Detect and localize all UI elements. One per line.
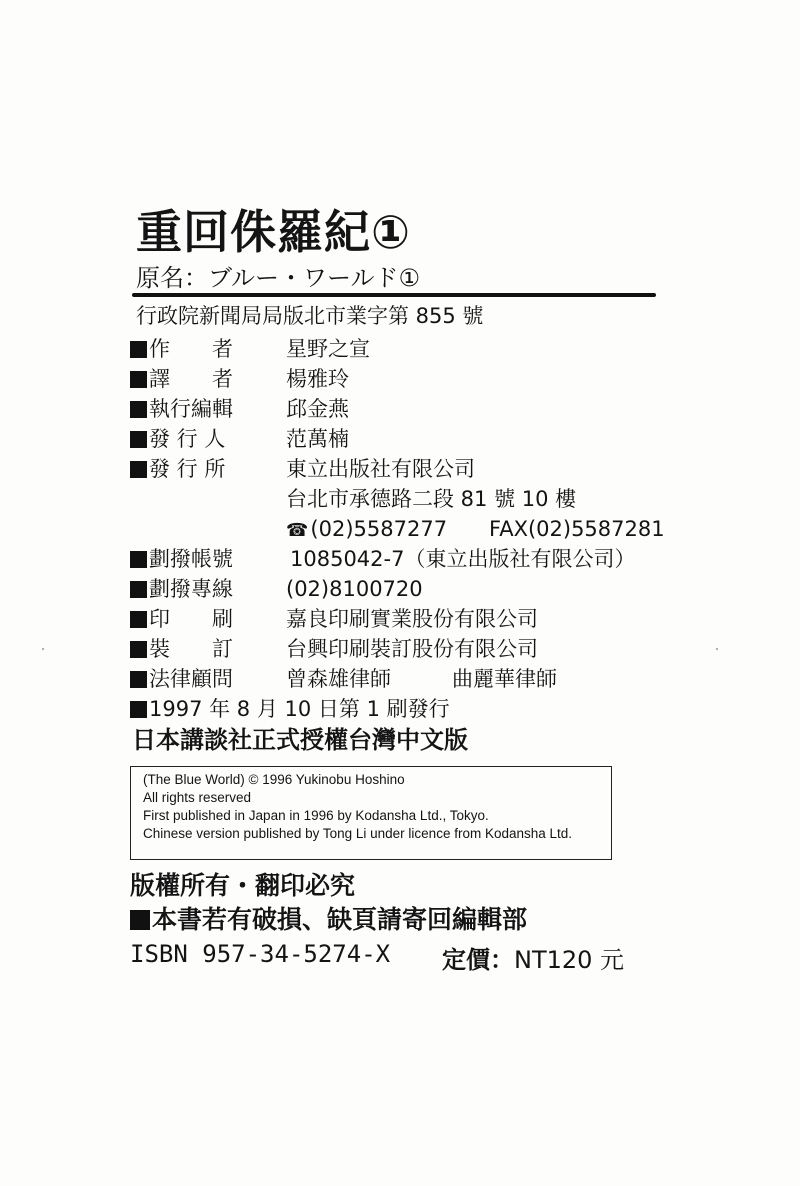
square-bullet-icon (130, 671, 147, 688)
title-divider (132, 293, 656, 297)
credit-value: 邱金燕 (286, 397, 349, 421)
price-label: 定價： (442, 946, 514, 974)
print-date: 1997 年 8 月 10 日第 1 刷發行 (149, 697, 450, 721)
copyright-line: (The Blue World) © 1996 Yukinobu Hoshino (143, 772, 405, 787)
square-bullet-icon (130, 461, 147, 478)
credit-label: 裝 訂 (149, 637, 233, 661)
credit-label: 發 行 所 (149, 457, 226, 481)
isbn: ISBN 957-34-5274-X (130, 940, 391, 968)
credit-label: 劃撥專線 (149, 577, 233, 601)
credit-value: (02)8100720 (286, 577, 423, 601)
price (442, 940, 624, 975)
square-bullet-icon (130, 431, 147, 448)
credit-label: 劃撥帳號 (149, 547, 233, 571)
original-title: 原名：ブルー・ワールド① (136, 264, 421, 292)
rights-reserved: 版權所有・翻印必究 (130, 871, 356, 900)
copyright-box (130, 766, 612, 860)
credit-label: 執行編輯 (149, 397, 233, 421)
credit-value: 嘉良印刷實業股份有限公司 (286, 607, 538, 631)
credit-value: 曾森雄律師 (286, 667, 391, 691)
square-bullet-icon (130, 581, 147, 598)
square-bullet-icon (130, 641, 147, 658)
credit-label: 作 者 (149, 337, 233, 361)
square-bullet-icon (130, 701, 147, 718)
credit-label: 譯 者 (149, 367, 233, 391)
credit-value: 1085042-7（東立出版社有限公司） (290, 547, 636, 571)
publisher-address: 台北市承德路二段 81 號 10 樓 (286, 487, 577, 511)
copyright-line: All rights reserved (143, 790, 252, 805)
credit-value: 台興印刷裝訂股份有限公司 (286, 637, 538, 661)
credit-value: 楊雅玲 (286, 367, 349, 391)
copyright-line: First published in Japan in 1996 by Kodansha Ltd., Tokyo. (143, 808, 489, 823)
copyright-line: Chinese version published by Tong Li under licence from Kodansha Ltd. (143, 826, 573, 841)
credit-label: 印 刷 (149, 607, 233, 631)
scan-speck (42, 648, 44, 650)
square-bullet-icon (130, 910, 150, 930)
credit-value: 東立出版社有限公司 (286, 457, 475, 481)
square-bullet-icon (130, 611, 147, 628)
credit-value-secondary: 曲麗華律師 (452, 667, 557, 691)
damage-notice: 本書若有破損、缺頁請寄回編輯部 (130, 900, 527, 936)
publishing-permit: 行政院新聞局局版北市業字第 855 號 (136, 304, 484, 328)
credit-value: 星野之宣 (286, 337, 370, 361)
phone-icon: ☎ (286, 520, 309, 541)
square-bullet-icon (130, 341, 147, 358)
square-bullet-icon (130, 401, 147, 418)
book-title: 重回侏羅紀① (136, 205, 411, 259)
credit-label: 發 行 人 (149, 427, 226, 451)
credit-label: 法律顧問 (149, 667, 233, 691)
square-bullet-icon (130, 551, 147, 568)
credit-value: 范萬楠 (286, 427, 349, 451)
publisher-phone-fax: (02)5587277 FAX(02)5587281 (310, 517, 665, 541)
price-value: NT120 元 (514, 946, 625, 974)
square-bullet-icon (130, 371, 147, 388)
scan-speck (716, 648, 718, 650)
authorization-line: 日本講談社正式授權台灣中文版 (132, 726, 468, 754)
